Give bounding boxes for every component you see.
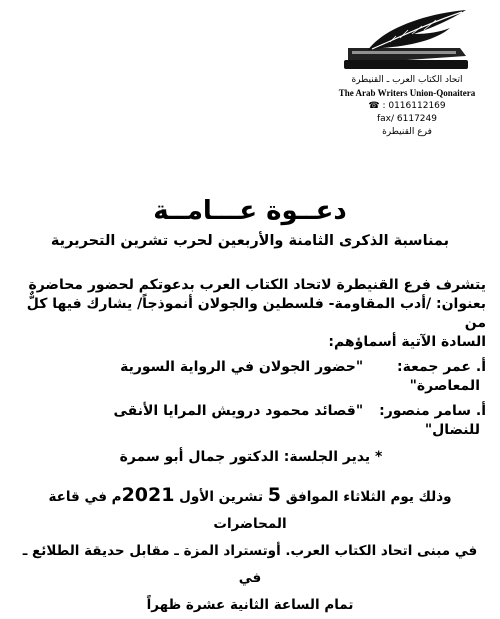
closing-line-2: في مبنى اتحاد الكتاب العرب. أوتستراد المزة ـ مقابل حديقة الطلائع ـ في	[22, 543, 478, 586]
speaker-topic-continued: للنضال"	[424, 422, 480, 438]
fax-number: fax/ 6117249	[377, 114, 437, 124]
speaker-name: أ. عمر جمعة:	[397, 359, 486, 375]
event-day: 5	[267, 484, 282, 506]
intro-line-2: بعنوان: /أدب المقاومة- فلسطين والجولان أنموذجاً/ يشارك فيها كلٌّ من	[26, 296, 486, 331]
intro-line-3: السادة الآتية أسماؤهم:	[328, 334, 486, 350]
phone-line	[318, 100, 496, 113]
speaker-name: أ. سامر منصور:	[379, 403, 486, 419]
closing-block	[10, 482, 490, 619]
closing-line-1	[10, 482, 490, 538]
phone-number: 0116112169	[388, 101, 446, 111]
closing-text-2: تشرين الأول	[174, 489, 268, 505]
speaker-item	[16, 358, 486, 396]
org-name-english: The Arab Writers Union-Qonaitera	[338, 88, 476, 98]
quill-book-logo-icon	[332, 6, 482, 74]
invitation-title: دعــوة عـــامــة	[153, 196, 347, 226]
event-year: 2021	[121, 484, 175, 506]
speaker-topic: "قصائد محمود درويش المرايا الأنقى	[113, 403, 364, 419]
intro-line-1: يتشرف فرع القنيطرة لاتحاد الكتاب العرب بدعوتكم لحضور محاضرة	[28, 277, 486, 293]
speaker-topic-continued: المعاصرة"	[409, 378, 480, 394]
phone-icon: ☎ :	[368, 101, 386, 111]
invitation-subtitle: بمناسبة الذكرى الثامنة والأربعين لحرب تشرين التحريرية	[50, 233, 450, 249]
closing-text-3: م في قاعة المحاضرات	[48, 489, 287, 532]
org-name-arabic: اتحاد الكتاب العرب ـ القنيطرة	[351, 75, 463, 85]
branch-name: فرع القنيطرة	[382, 127, 432, 137]
speaker-topic: "حضور الجولان في الرواية السورية	[120, 359, 364, 375]
closing-line-3: تمام الساعة الثانية عشرة ظهراً	[146, 597, 354, 613]
letterhead	[318, 6, 496, 139]
speaker-item	[16, 402, 486, 440]
moderator-line: * يدير الجلسة: الدكتور جمال أبو سمرة	[119, 449, 383, 465]
invitation-body	[16, 276, 486, 467]
closing-text-1: وذلك يوم الثلاثاء الموافق	[281, 489, 452, 505]
